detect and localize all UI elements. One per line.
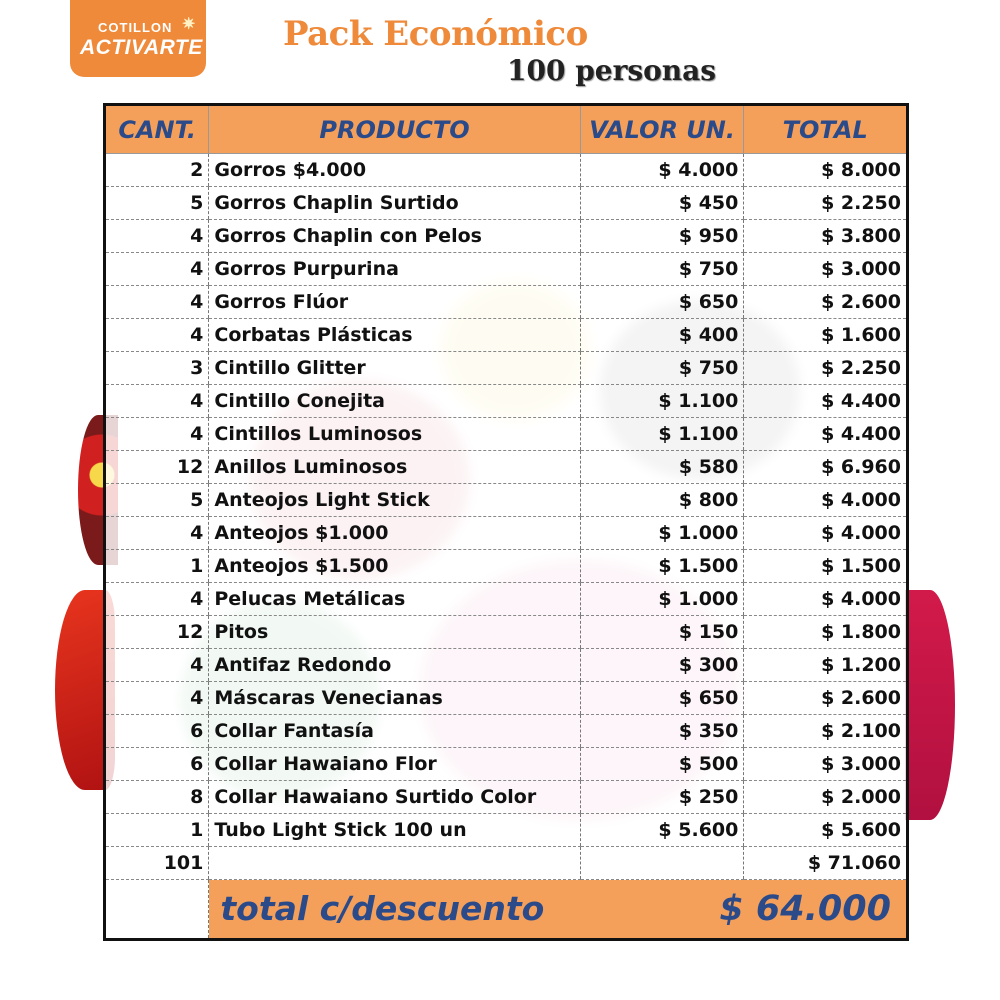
row-total: $ 6.960 <box>744 451 908 484</box>
row-unit-price: $ 580 <box>580 451 744 484</box>
row-qty: 4 <box>105 286 209 319</box>
row-product: Gorros Purpurina <box>209 253 580 286</box>
table-row <box>105 154 908 187</box>
table-row <box>105 616 908 649</box>
row-unit-price: $ 4.000 <box>580 154 744 187</box>
row-product: Anteojos Light Stick <box>209 484 580 517</box>
row-product: Máscaras Venecianas <box>209 682 580 715</box>
row-product: Tubo Light Stick 100 un <box>209 814 580 847</box>
table-row <box>105 253 908 286</box>
table-row <box>105 286 908 319</box>
row-unit-price: $ 150 <box>580 616 744 649</box>
row-qty: 3 <box>105 352 209 385</box>
row-product: Anillos Luminosos <box>209 451 580 484</box>
row-total: $ 4.400 <box>744 385 908 418</box>
row-qty: 4 <box>105 682 209 715</box>
row-total: $ 3.000 <box>744 253 908 286</box>
row-total: $ 2.000 <box>744 781 908 814</box>
table-row <box>105 649 908 682</box>
sum-empty <box>209 847 580 880</box>
row-qty: 12 <box>105 451 209 484</box>
table-row <box>105 517 908 550</box>
row-unit-price: $ 450 <box>580 187 744 220</box>
row-qty: 4 <box>105 418 209 451</box>
page-title: Pack Económico <box>283 14 588 54</box>
table-row <box>105 352 908 385</box>
row-unit-price: $ 1.500 <box>580 550 744 583</box>
sum-empty <box>580 847 744 880</box>
row-total: $ 1.800 <box>744 616 908 649</box>
row-product: Cintillo Conejita <box>209 385 580 418</box>
table-row <box>105 550 908 583</box>
row-unit-price: $ 650 <box>580 286 744 319</box>
row-qty: 4 <box>105 649 209 682</box>
discount-cell <box>209 880 908 940</box>
row-unit-price: $ 5.600 <box>580 814 744 847</box>
page-subtitle: 100 personas <box>507 54 717 87</box>
row-total: $ 3.800 <box>744 220 908 253</box>
row-unit-price: $ 950 <box>580 220 744 253</box>
table-header-row <box>105 105 908 154</box>
row-qty: 5 <box>105 187 209 220</box>
row-qty: 4 <box>105 253 209 286</box>
row-product: Gorros Chaplin Surtido <box>209 187 580 220</box>
spark-icon: ✷ <box>182 16 196 33</box>
row-qty: 6 <box>105 748 209 781</box>
row-unit-price: $ 1.000 <box>580 517 744 550</box>
row-qty: 5 <box>105 484 209 517</box>
row-qty: 1 <box>105 814 209 847</box>
row-total: $ 2.100 <box>744 715 908 748</box>
row-unit-price: $ 1.100 <box>580 385 744 418</box>
row-product: Gorros $4.000 <box>209 154 580 187</box>
col-header-qty: CANT. <box>105 105 209 154</box>
row-qty: 4 <box>105 220 209 253</box>
row-qty: 2 <box>105 154 209 187</box>
table-row <box>105 748 908 781</box>
row-total: $ 3.000 <box>744 748 908 781</box>
row-product: Cintillos Luminosos <box>209 418 580 451</box>
row-unit-price: $ 1.100 <box>580 418 744 451</box>
discount-label: total c/descuento <box>220 889 545 928</box>
row-unit-price: $ 750 <box>580 253 744 286</box>
row-qty: 1 <box>105 550 209 583</box>
row-product: Gorros Chaplin con Pelos <box>209 220 580 253</box>
table-row <box>105 385 908 418</box>
brand-logo <box>70 0 206 77</box>
row-total: $ 2.250 <box>744 187 908 220</box>
col-header-product: PRODUCTO <box>209 105 580 154</box>
row-unit-price: $ 650 <box>580 682 744 715</box>
row-total: $ 4.000 <box>744 583 908 616</box>
sum-row <box>105 847 908 880</box>
table-row <box>105 682 908 715</box>
row-total: $ 1.500 <box>744 550 908 583</box>
row-unit-price: $ 300 <box>580 649 744 682</box>
row-unit-price: $ 350 <box>580 715 744 748</box>
price-table <box>103 103 909 941</box>
row-product: Corbatas Plásticas <box>209 319 580 352</box>
row-product: Antifaz Redondo <box>209 649 580 682</box>
row-total: $ 1.200 <box>744 649 908 682</box>
row-total: $ 4.400 <box>744 418 908 451</box>
row-unit-price: $ 750 <box>580 352 744 385</box>
table-row <box>105 781 908 814</box>
discount-blank <box>105 880 209 940</box>
table-row <box>105 187 908 220</box>
col-header-unit-price: VALOR UN. <box>580 105 744 154</box>
row-qty: 4 <box>105 385 209 418</box>
discount-value: $ 64.000 <box>719 889 891 929</box>
row-product: Collar Hawaiano Surtido Color <box>209 781 580 814</box>
row-unit-price: $ 500 <box>580 748 744 781</box>
row-total: $ 4.000 <box>744 484 908 517</box>
logo-line1: COTILLON <box>98 20 173 35</box>
table-row <box>105 319 908 352</box>
row-product: Pelucas Metálicas <box>209 583 580 616</box>
row-unit-price: $ 1.000 <box>580 583 744 616</box>
row-total: $ 1.600 <box>744 319 908 352</box>
sum-qty: 101 <box>105 847 209 880</box>
row-unit-price: $ 400 <box>580 319 744 352</box>
row-total: $ 2.600 <box>744 286 908 319</box>
row-product: Collar Fantasía <box>209 715 580 748</box>
table-row <box>105 715 908 748</box>
row-total: $ 2.250 <box>744 352 908 385</box>
table-row <box>105 814 908 847</box>
table-row <box>105 220 908 253</box>
discount-row <box>105 880 908 940</box>
logo-line2: ACTIVARTE <box>80 36 203 59</box>
sum-total: $ 71.060 <box>744 847 908 880</box>
row-product: Anteojos $1.000 <box>209 517 580 550</box>
row-unit-price: $ 250 <box>580 781 744 814</box>
table-row <box>105 418 908 451</box>
row-total: $ 5.600 <box>744 814 908 847</box>
hat-decoration <box>905 590 955 820</box>
row-product: Pitos <box>209 616 580 649</box>
row-product: Collar Hawaiano Flor <box>209 748 580 781</box>
row-product: Anteojos $1.500 <box>209 550 580 583</box>
row-qty: 8 <box>105 781 209 814</box>
row-qty: 4 <box>105 517 209 550</box>
col-header-total: TOTAL <box>744 105 908 154</box>
table-row <box>105 484 908 517</box>
row-product: Cintillo Glitter <box>209 352 580 385</box>
row-product: Gorros Flúor <box>209 286 580 319</box>
row-qty: 4 <box>105 583 209 616</box>
row-qty: 6 <box>105 715 209 748</box>
table-row <box>105 583 908 616</box>
row-qty: 12 <box>105 616 209 649</box>
row-total: $ 2.600 <box>744 682 908 715</box>
row-unit-price: $ 800 <box>580 484 744 517</box>
table-row <box>105 451 908 484</box>
row-total: $ 4.000 <box>744 517 908 550</box>
row-qty: 4 <box>105 319 209 352</box>
row-total: $ 8.000 <box>744 154 908 187</box>
